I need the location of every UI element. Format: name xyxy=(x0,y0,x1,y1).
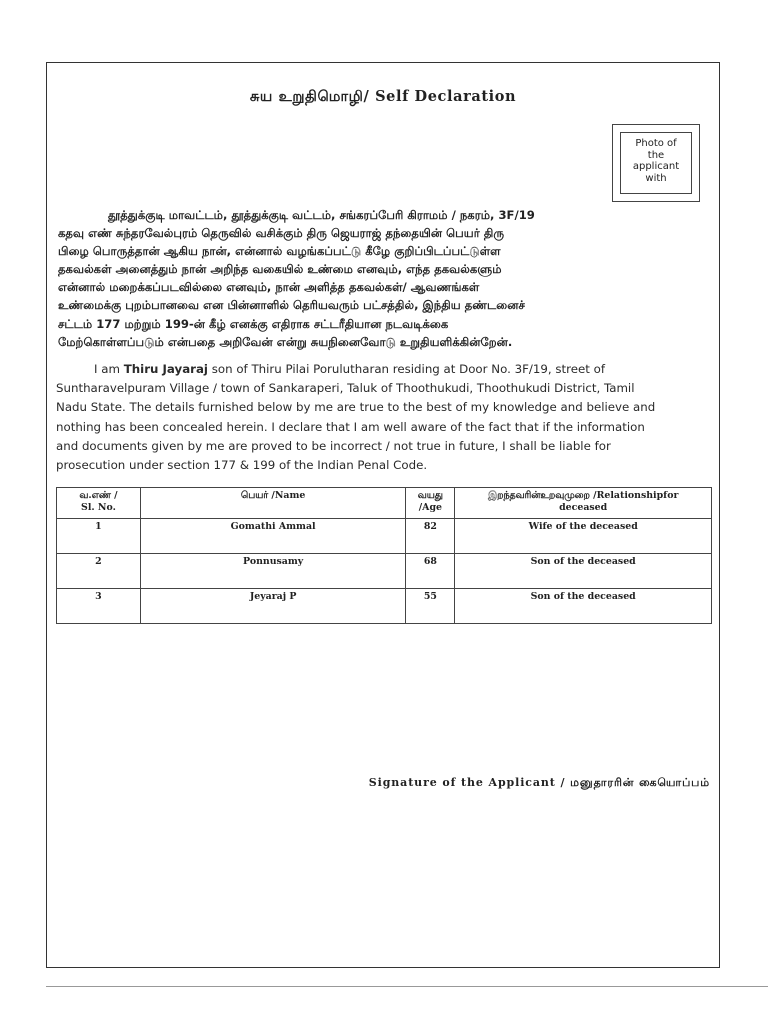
english-line: Nadu State. The details furnished below by me are true to the best of my knowledge and believe and xyxy=(56,400,656,415)
applicant-signature-label: Signature of the Applicant / மனுதாரரின் கையொப்பம் xyxy=(368,776,710,789)
english-line: and documents given by me are proved to be incorrect / not true in future, I shall be liable for xyxy=(56,438,611,453)
tamil-line: தூத்துக்குடி மாவட்டம், தூத்துக்குடி வட்டம், சங்கரப்பேரி கிராமம் / நகரம், 3F/19 xyxy=(108,208,535,222)
cell-age: 68 xyxy=(406,554,455,589)
cell-name: Jeyaraj P xyxy=(140,589,406,624)
tamil-line: மேற்கொள்ளப்படும் என்பதை அறிவேன் என்று சுயநினைவோடு உறுதியளிக்கின்றேன். xyxy=(58,334,513,349)
photo-placeholder xyxy=(620,132,692,194)
header-name: பெயர் /Name xyxy=(140,488,406,519)
cell-relationship: Wife of the deceased xyxy=(455,519,712,554)
english-line: nothing has been concealed herein. I declare that I am well aware of the fact that if the information xyxy=(56,419,645,434)
applicant-name: Thiru Jayaraj xyxy=(123,362,208,376)
photo-box xyxy=(612,124,700,202)
cell-age: 82 xyxy=(406,519,455,554)
cell-sl-no: 1 xyxy=(57,519,141,554)
photo-label-line: applicant xyxy=(632,161,680,172)
tamil-line: என்னால் மறைக்கப்படவில்லை எனவும், நான் அளித்த தகவல்கள்/ ஆவணங்கள் xyxy=(58,280,480,295)
cell-sl-no: 3 xyxy=(57,589,141,624)
table-row xyxy=(57,519,712,554)
header-age: வயது /Age xyxy=(406,488,455,519)
english-intro: I am xyxy=(94,362,124,376)
cell-relationship: Son of the deceased xyxy=(455,589,712,624)
table-row xyxy=(57,589,712,624)
cell-name: Ponnusamy xyxy=(140,554,406,589)
tamil-line: தகவல்கள் அனைத்தும் நான் அறிந்த வகையில் உண்மை எனவும், எந்த தகவல்களும் xyxy=(58,262,502,277)
english-line xyxy=(56,360,712,379)
english-line-rest: son of Thiru Pilai Porulutharan residing at Door No. 3F/19, street of xyxy=(207,362,605,376)
tamil-line: கதவு எண் சுந்தரவேல்புரம் தெருவில் வசிக்கும் திரு ஜெயராஜ் தந்தையின் பெயர் திரு xyxy=(58,226,505,241)
cell-age: 55 xyxy=(406,589,455,624)
english-line: Suntharavelpuram Village / town of Sankaraperi, Taluk of Thoothukudi, Thoothukudi District, Tamil xyxy=(56,381,635,396)
table-row xyxy=(57,554,712,589)
photo-label-line: with xyxy=(645,172,667,184)
tamil-line: சட்டம் 177 மற்றும் 199-ன் கீழ் எனக்கு எதிராக சட்டரீதியான நடவடிக்கை xyxy=(58,316,449,331)
photo-label-line: the xyxy=(647,149,665,161)
english-declaration xyxy=(56,360,712,475)
header-relationship: இறந்தவரின்உறவுமுறை /Relationshipfor deceased xyxy=(455,488,712,519)
tamil-line: பிழை பொருத்தான் ஆகிய நான், என்னால் வழங்கப்பட்டு கீழே குறிப்பிடப்பட்டுள்ள xyxy=(58,244,501,259)
page-title: சுய உறுதிமொழி/ Self Declaration xyxy=(249,88,517,105)
photo-label-line: Photo of xyxy=(635,138,677,149)
tamil-declaration xyxy=(58,206,714,351)
page-divider xyxy=(46,986,768,987)
english-line: prosecution under section 177 & 199 of the Indian Penal Code. xyxy=(56,458,428,473)
tamil-line: உண்மைக்கு புறம்பானவை என பின்னாளில் தெரியவரும் பட்சத்தில், இந்திய தண்டனைச் xyxy=(58,298,525,313)
cell-relationship: Son of the deceased xyxy=(455,554,712,589)
cell-sl-no: 2 xyxy=(57,554,141,589)
header-sl-no: வ.எண் / Sl. No. xyxy=(57,488,141,519)
cell-name: Gomathi Ammal xyxy=(140,519,406,554)
table-header-row xyxy=(57,488,712,519)
legal-heirs-table xyxy=(56,487,712,624)
